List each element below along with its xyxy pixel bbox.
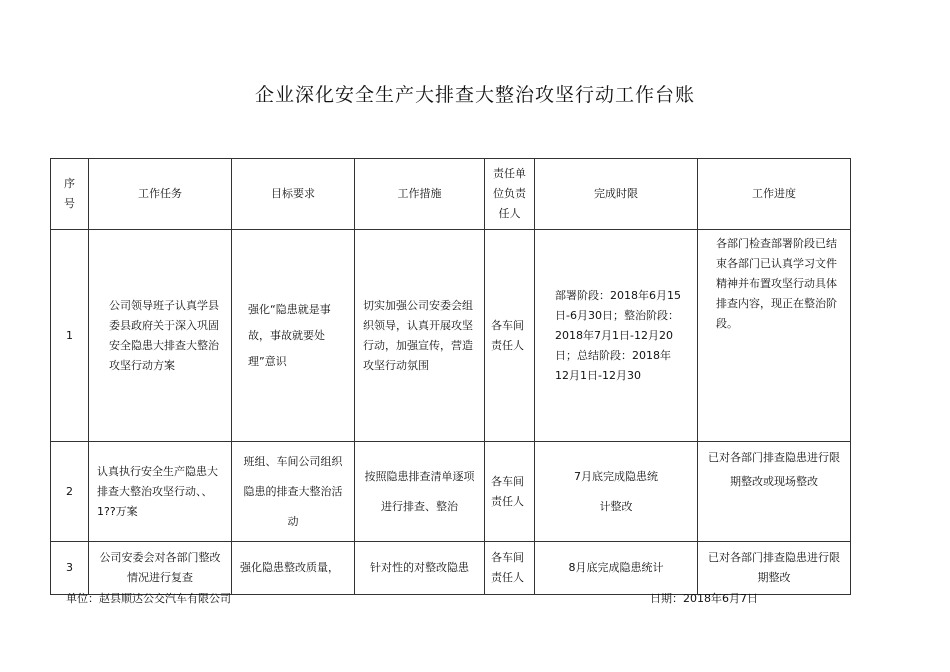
header-measure: 工作措施 <box>355 159 485 230</box>
cell-owner: 各车间责任人 <box>485 442 535 542</box>
cell-task: 公司安委会对各部门整改情况进行复查 <box>89 542 232 595</box>
cell-goal: 强化隐患整改质量， <box>232 542 355 595</box>
header-progress: 工作进度 <box>698 159 851 230</box>
cell-progress: 各部门检查部署阶段已结束各部门已认真学习文件精神并布置攻坚行动具体排查内容，现正在整治阶段。 <box>698 230 851 442</box>
cell-owner: 各车间责任人 <box>485 230 535 442</box>
cell-deadline: 部署阶段：2018年6月15日-6月30日；整治阶段：2018年7月1日-12月20日；总结阶段：2018年12月1日-12月30 <box>535 230 698 442</box>
cell-seq: 3 <box>51 542 89 595</box>
header-goal: 目标要求 <box>232 159 355 230</box>
cell-progress: 已对各部门排查隐患进行限期整改或现场整改 <box>698 442 851 542</box>
cell-task: 认真执行安全生产隐患大排查大整治攻坚行动、、1??万案 <box>89 442 232 542</box>
table-row <box>51 542 851 595</box>
header-task: 工作任务 <box>89 159 232 230</box>
cell-deadline: 7月底完成隐患统计整改 <box>535 442 698 542</box>
cell-seq: 2 <box>51 442 89 542</box>
table-row <box>51 442 851 542</box>
page-title: 企业深化安全生产大排查大整治攻坚行动工作台账 <box>254 84 695 106</box>
cell-goal: 强化“隐患就是事故，事故就要处理”意识 <box>232 230 355 442</box>
table-header-row <box>51 159 851 230</box>
cell-measure: 针对性的对整改隐患 <box>355 542 485 595</box>
header-deadline: 完成时限 <box>535 159 698 230</box>
footer-unit: 单位：赵县顺达公交汽车有限公司 <box>66 592 231 605</box>
cell-task: 公司领导班子认真学县委县政府关于深入巩固安全隐患大排查大整治攻坚行动方案 <box>89 230 232 442</box>
cell-deadline: 8月底完成隐患统计 <box>535 542 698 595</box>
cell-seq: 1 <box>51 230 89 442</box>
cell-owner: 各车间责任人 <box>485 542 535 595</box>
cell-progress: 已对各部门排查隐患进行限期整改 <box>698 542 851 595</box>
cell-goal: 班组、车间公司组织隐患的排查大整治活动 <box>232 442 355 542</box>
cell-measure: 切实加强公司安委会组织领导，认真开展攻坚行动，加强宣传，营造攻坚行动氛围 <box>355 230 485 442</box>
cell-measure: 按照隐患排查清单逐项进行排查、整治 <box>355 442 485 542</box>
table-row <box>51 230 851 442</box>
footer-date: 日期：2018年6月7日 <box>650 592 758 605</box>
header-owner: 责任单位负责任人 <box>485 159 535 230</box>
header-seq: 序号 <box>51 159 89 230</box>
ledger-table <box>50 158 851 595</box>
